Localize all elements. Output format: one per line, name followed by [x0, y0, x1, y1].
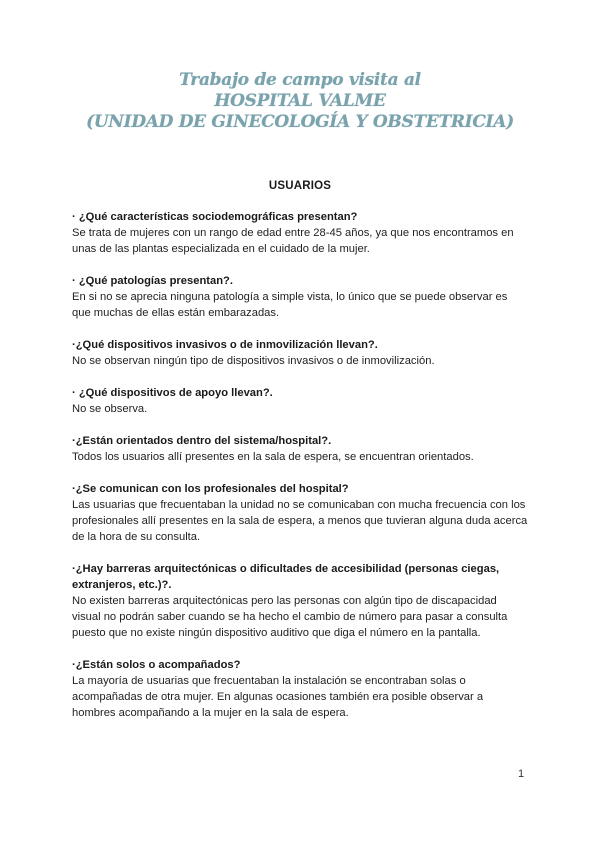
question: ·¿Están solos o acompañados?	[72, 659, 241, 671]
qa-item	[72, 209, 528, 257]
answer: La mayoría de usuarias que frecuentaban la instalación se encontraban solas o acompañadas de otra mujer. En algunas ocasiones también era posible observar a hombres acompañando a la mujer en la sala de espera.	[72, 675, 484, 719]
title-line-2: HOSPITAL VALME	[214, 91, 386, 111]
answer: No existen barreras arquitectónicas pero las personas con algún tipo de discapacidad visual no podrán saber cuando se ha hecho el cambio de número para pasar a consulta puesto que no existe ningún dispositivo auditivo que diga el número en la pantalla.	[72, 595, 508, 639]
answer: Se trata de mujeres con un rango de edad entre 28-45 años, ya que nos encontramos en unas de las plantas especializada en el cuidado de la mujer.	[72, 227, 514, 255]
question: ·¿Se comunican con los profesionales del hospital?	[72, 483, 349, 495]
question: ·¿Qué dispositivos invasivos o de inmovilización llevan?.	[72, 339, 378, 351]
qa-list	[72, 209, 528, 737]
document-title	[0, 70, 600, 133]
title-line-1: Trabajo de campo visita al	[179, 70, 421, 90]
section-heading: USUARIOS	[268, 180, 332, 192]
answer: En si no se aprecia ninguna patología a simple vista, lo único que se puede observar es que muchas de ellas están embarazadas.	[72, 291, 508, 319]
page-number: 1	[518, 768, 525, 780]
qa-item	[72, 385, 528, 417]
qa-item	[72, 561, 528, 641]
question: ·¿Hay barreras arquitectónicas o dificultades de accesibilidad (personas ciegas, extranjeros, etc.)?.	[72, 563, 500, 591]
question: ·¿Están orientados dentro del sistema/hospital?.	[72, 435, 332, 447]
answer: No se observa.	[72, 403, 148, 415]
qa-item	[72, 433, 528, 465]
qa-item	[72, 657, 528, 721]
qa-item	[72, 481, 528, 545]
answer: Todos los usuarios allí presentes en la sala de espera, se encuentran orientados.	[72, 451, 474, 463]
answer: Las usuarias que frecuentaban la unidad no se comunicaban con mucha frecuencia con los profesionales allí presentes en la sala de espera, a menos que tuvieran alguna duda acerca de la hora de su consulta.	[72, 499, 528, 543]
title-line-3: (UNIDAD DE GINECOLOGÍA Y OBSTETRICIA)	[86, 112, 514, 132]
question: · ¿Qué dispositivos de apoyo llevan?.	[72, 387, 273, 399]
answer: No se observan ningún tipo de dispositivos invasivos o de inmovilización.	[72, 355, 435, 367]
question: · ¿Qué características sociodemográficas presentan?	[72, 211, 358, 223]
question: · ¿Qué patologías presentan?.	[72, 275, 233, 287]
qa-item	[72, 337, 528, 369]
qa-item	[72, 273, 528, 321]
